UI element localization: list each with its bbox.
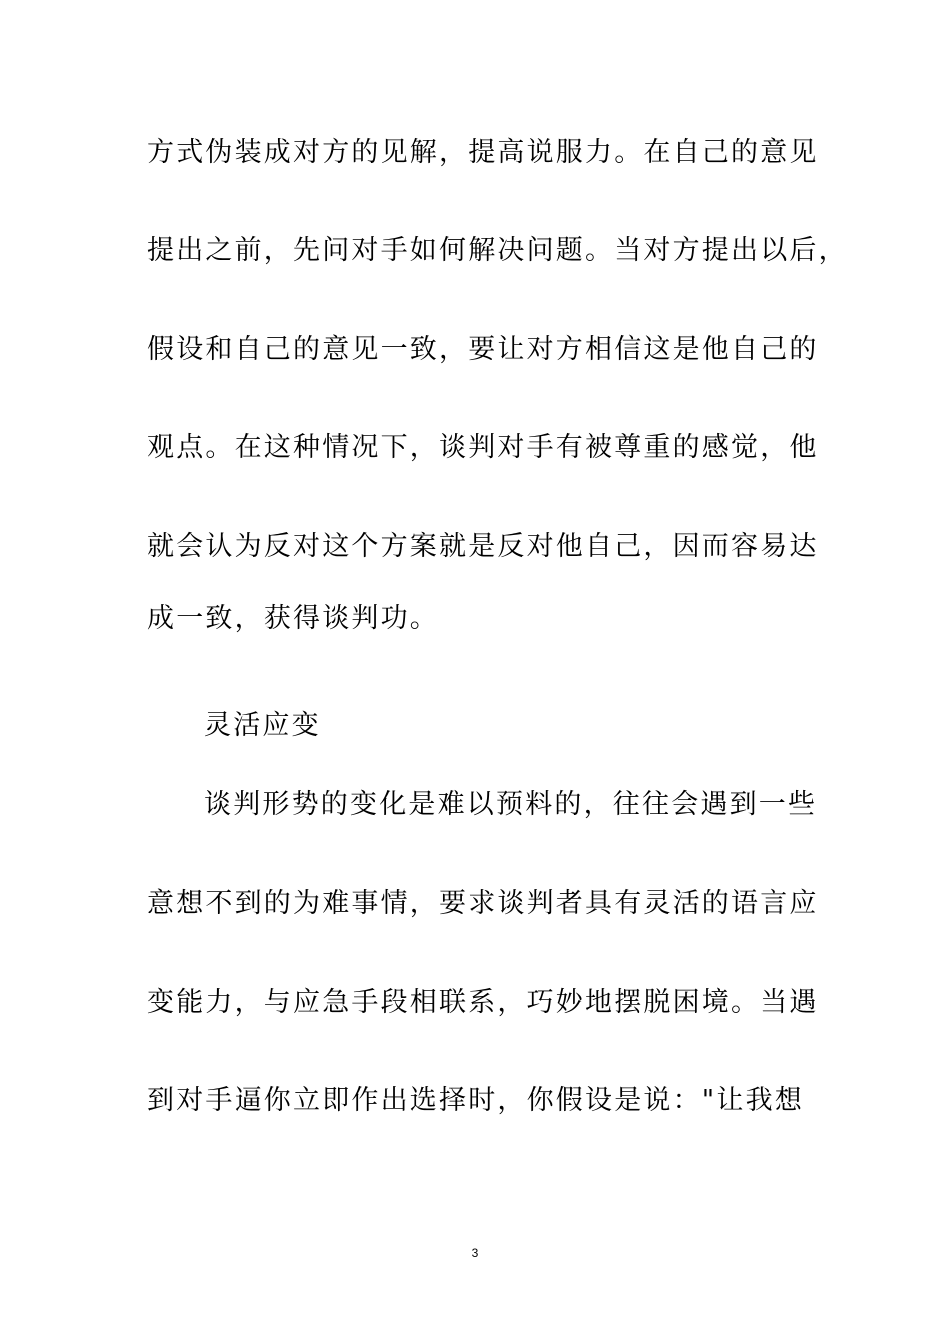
paragraph-line: 变能力，与应急手段相联系，巧妙地摆脱困境。当遇 [147,987,819,1018]
text-line: 方式伪装成对方的见解，提高说服力。在自己的意见 [147,137,819,168]
text-line: 成一致，获得谈判功。 [147,603,439,634]
text-line: 观点。在这种情况下，谈判对手有被尊重的感觉，他 [147,432,819,463]
section-heading: 灵活应变 [204,710,321,741]
text-line: 提出之前，先问对手如何解决问题。当对方提出以后， [147,235,848,266]
text-line: 假设和自己的意见一致，要让对方相信这是他自己的 [147,334,819,365]
page-number: 3 [471,1246,479,1260]
paragraph-line: 意想不到的为难事情，要求谈判者具有灵活的语言应 [147,888,819,919]
paragraph-line: 谈判形势的变化是难以预料的，往往会遇到一些 [204,789,818,820]
paragraph-line: 到对手逼你立即作出选择时，你假设是说："让我想 [147,1085,805,1116]
text-line: 就会认为反对这个方案就是反对他自己，因而容易达 [147,531,819,562]
